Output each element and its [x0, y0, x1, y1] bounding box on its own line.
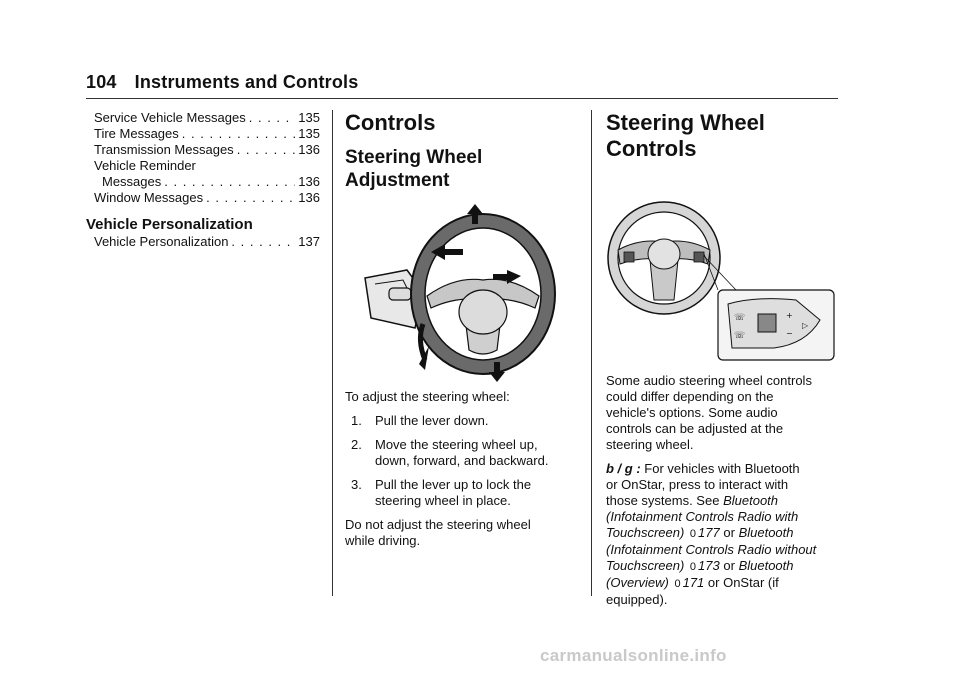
phone-icon: b / g :: [606, 461, 641, 476]
page-ref-arrow-icon: 0: [689, 528, 697, 540]
page-header: [86, 72, 358, 93]
intro-text: To adjust the steering wheel:: [345, 389, 510, 404]
steering-adjust-illustration: [345, 200, 577, 389]
swc-column: [606, 110, 842, 616]
page-number: 104: [86, 72, 117, 92]
column-divider-1: [332, 110, 333, 596]
svg-text:−: −: [786, 329, 793, 338]
toc-entry[interactable]: Vehicle Personalization . . . 137: [94, 234, 320, 250]
section-title: Steering Wheel Controls: [606, 110, 765, 161]
steering-controls-illustration: [606, 172, 842, 367]
svg-text:▷: ▷: [802, 321, 809, 330]
list-item: 3. Pull the lever up to lock the steering wheel in place.: [351, 477, 532, 508]
steering-wheel-adjust-figure: [345, 200, 565, 384]
toc-entry[interactable]: Messages . . . 136: [94, 174, 320, 190]
page-ref-arrow-icon: 0: [674, 578, 681, 590]
cross-reference-link[interactable]: Bluetooth: [738, 525, 794, 540]
page-ref-arrow-icon: 0: [689, 561, 697, 573]
subsection-title: Steering Wheel Adjustment: [345, 147, 483, 191]
chapter-title: Instruments and Controls: [134, 72, 359, 92]
toc-section-heading: Vehicle Personalization: [86, 216, 253, 233]
svg-text:+: +: [786, 311, 793, 320]
toc-column: [86, 110, 320, 250]
header-rule: [86, 98, 838, 99]
steering-wheel-controls-figure: [606, 172, 838, 362]
toc-entry[interactable]: Window Messages . . . 136: [94, 190, 320, 206]
toc-entry-label: Vehicle Reminder: [94, 158, 196, 173]
bluetooth-text: b / g : For vehicles with Bluetooth or OnStar, press to interact with those systems. See Bluetooth (Infotainment Controls Radio with Touchscreen) 0 177 or Bluetooth (Infotainment Controls Radio without Touchscreen) 0 173 or Bluetooth (Overview) 0 171 or OnStar (if equipped).: [606, 461, 817, 607]
cross-reference-link[interactable]: Bluetooth: [723, 493, 779, 508]
toc-entry[interactable]: Transmission Messages . . . 136: [94, 142, 320, 158]
column-divider-2: [591, 110, 592, 596]
toc-entry[interactable]: Tire Messages . . . 135: [94, 126, 320, 142]
list-item: 2. Move the steering wheel up, down, forward, and backward.: [351, 437, 549, 468]
intro-text: Some audio steering wheel controls could differ depending on the vehicle's options. Some audio controls can be adjusted at the steering wheel.: [606, 373, 812, 452]
section-title: Controls: [345, 110, 436, 135]
toc-entry[interactable]: Service Vehicle Messages . . . 135: [94, 110, 320, 126]
controls-column: [345, 110, 577, 557]
watermark: carmanualsonline.info: [540, 646, 727, 665]
list-item: 1. Pull the lever down.: [351, 413, 489, 428]
adjust-steps: [345, 413, 577, 509]
svg-text:☏: ☏: [734, 313, 746, 323]
warning-text: Do not adjust the steering wheel while driving.: [345, 517, 531, 548]
svg-text:☏: ☏: [734, 331, 746, 341]
cross-reference-link[interactable]: Bluetooth: [738, 558, 794, 573]
